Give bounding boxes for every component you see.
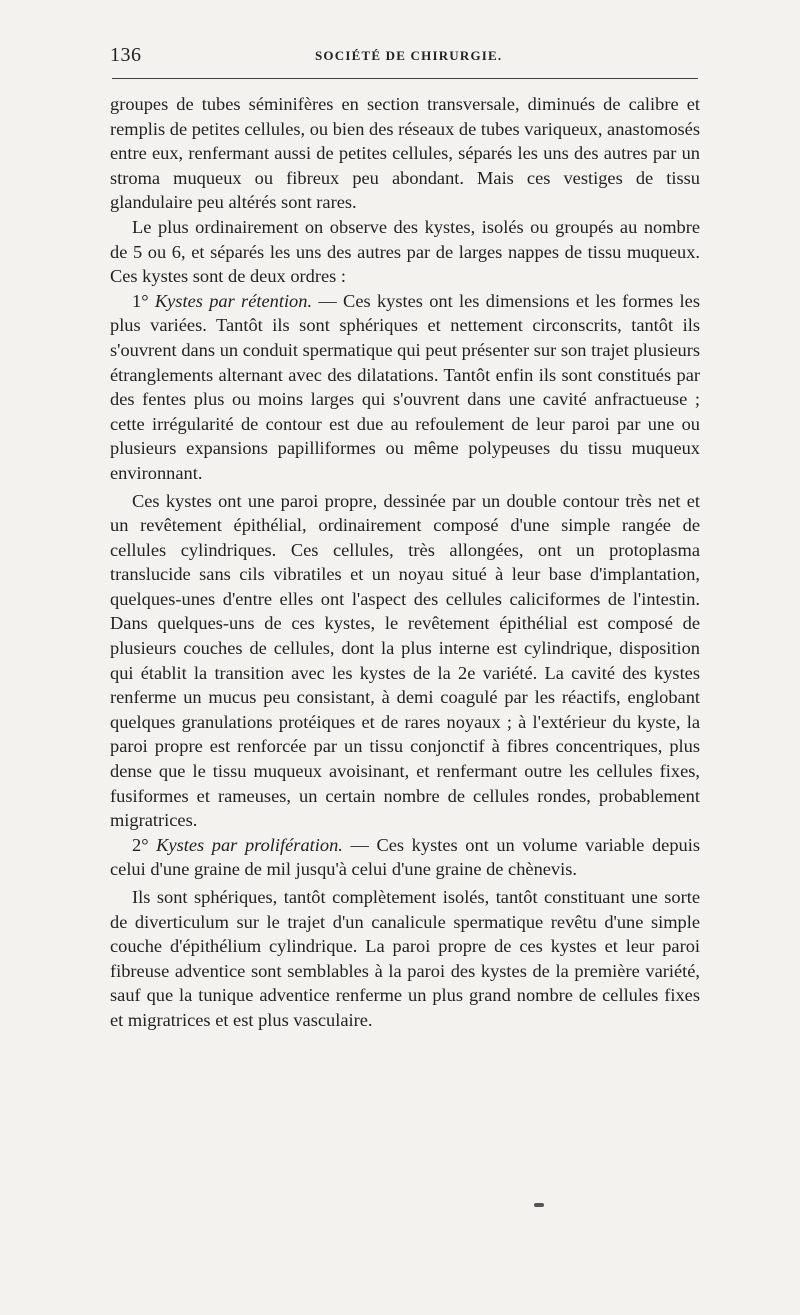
header-rule bbox=[112, 78, 698, 79]
paragraph-proliferation-detail bbox=[110, 885, 700, 1033]
paragraph-text: — Ces kystes ont les dimensions et les formes les plus variées. Tantôt ils sont sphériques et nettement circonscrits, tantôt ils s'ouvrent dans un conduit spermatique qui peut présenter sur son trajet plusieurs étranglements alternant avec des dilatations. Tantôt enfin ils sont constitués par des fentes plus ou moins larges qui s'ouvrent dans une cavité anfractueuse ; cette irrégularité de contour est due au refoulement de leur paroi par une ou plusieurs expansions papilliformes ou même polypeuses du tissu muqueux environnant. bbox=[110, 290, 700, 483]
paragraph-text: Ces kystes ont une paroi propre, dessinée par un double contour très net et un revêtement épithélial, ordinairement composé d'une simple rangée de cellules cylindriques. Ces cellules, très allongées, ont un protoplasma translucide sans cils vibratiles et un noyau situé à leur base d'implantation, quelques-unes d'entre elles ont l'aspect des cellules caliciformes de l'intestin. Dans quelques-uns de ces kystes, le revêtement épithélial est composé de plusieurs couches de cellules, dont la plus interne est cylindrique, disposition qui établit la transition avec les kystes de la 2e variété. La cavité des kystes renferme un mucus peu consistant, à demi coagulé par les réactifs, englobant quelques granulations protéiques et de rares noyaux ; à l'extérieur du kyste, la paroi propre est renforcée par un tissu conjonctif à fibres concentriques, plus dense que le tissu muqueux avoisinant, et renfermant outre les cellules fixes, fusiformes et rameuses, un certain nombre de cellules rondes, probablement migratrices. bbox=[110, 490, 700, 831]
paragraph-retention-cysts bbox=[110, 289, 700, 486]
body-text bbox=[110, 92, 700, 1033]
paragraph-text: groupes de tubes séminifères en section transversale, diminués de calibre et remplis de petites cellules, ou bien des réseaux de tubes variqueux, anastomosés entre eux, renfermant aussi de petites cellules, séparés les uns des autres par un stroma muqueux ou fibreux peu abondant. Mais ces vestiges de tissu glandulaire peu altérés sont rares. bbox=[110, 94, 700, 213]
section-number: 2° bbox=[132, 834, 149, 855]
section-heading: Kystes par prolifération. bbox=[156, 834, 343, 855]
running-title: SOCIÉTÉ DE CHIRURGIE. bbox=[315, 48, 503, 63]
paragraph-text: Ils sont sphériques, tantôt complètement isolés, tantôt constituant une sorte de diverticulum sur le trajet d'un canalicule spermatique revêtu d'une simple couche d'épithélium cylindrique. La paroi propre de ces kystes et leur paroi fibreuse adventice sont semblables à la paroi des kystes de la première variété, sauf que la tunique adventice renferme un plus grand nombre de cellules fixes et migratrices et est plus vasculaire. bbox=[110, 887, 700, 1030]
page-number: 136 bbox=[110, 44, 142, 66]
paragraph-text: Le plus ordinairement on observe des kystes, isolés ou groupés au nombre de 5 ou 6, et séparés les uns des autres par de larges nappes de tissu muqueux. Ces kystes sont de deux ordres : bbox=[110, 216, 700, 287]
ink-mark bbox=[534, 1203, 544, 1207]
section-number: 1° bbox=[132, 290, 149, 311]
paragraph-continuation bbox=[110, 92, 700, 215]
section-heading: Kystes par rétention. bbox=[154, 290, 313, 311]
page-header bbox=[110, 44, 700, 72]
paragraph-proliferation-cysts bbox=[110, 833, 700, 882]
paragraph-text: — Ces kystes ont un volume variable depuis celui d'une graine de mil jusqu'à celui d'une graine de chènevis. bbox=[110, 834, 700, 880]
paragraph-cyst-wall bbox=[110, 489, 700, 833]
paragraph-cyst-overview bbox=[110, 215, 700, 289]
